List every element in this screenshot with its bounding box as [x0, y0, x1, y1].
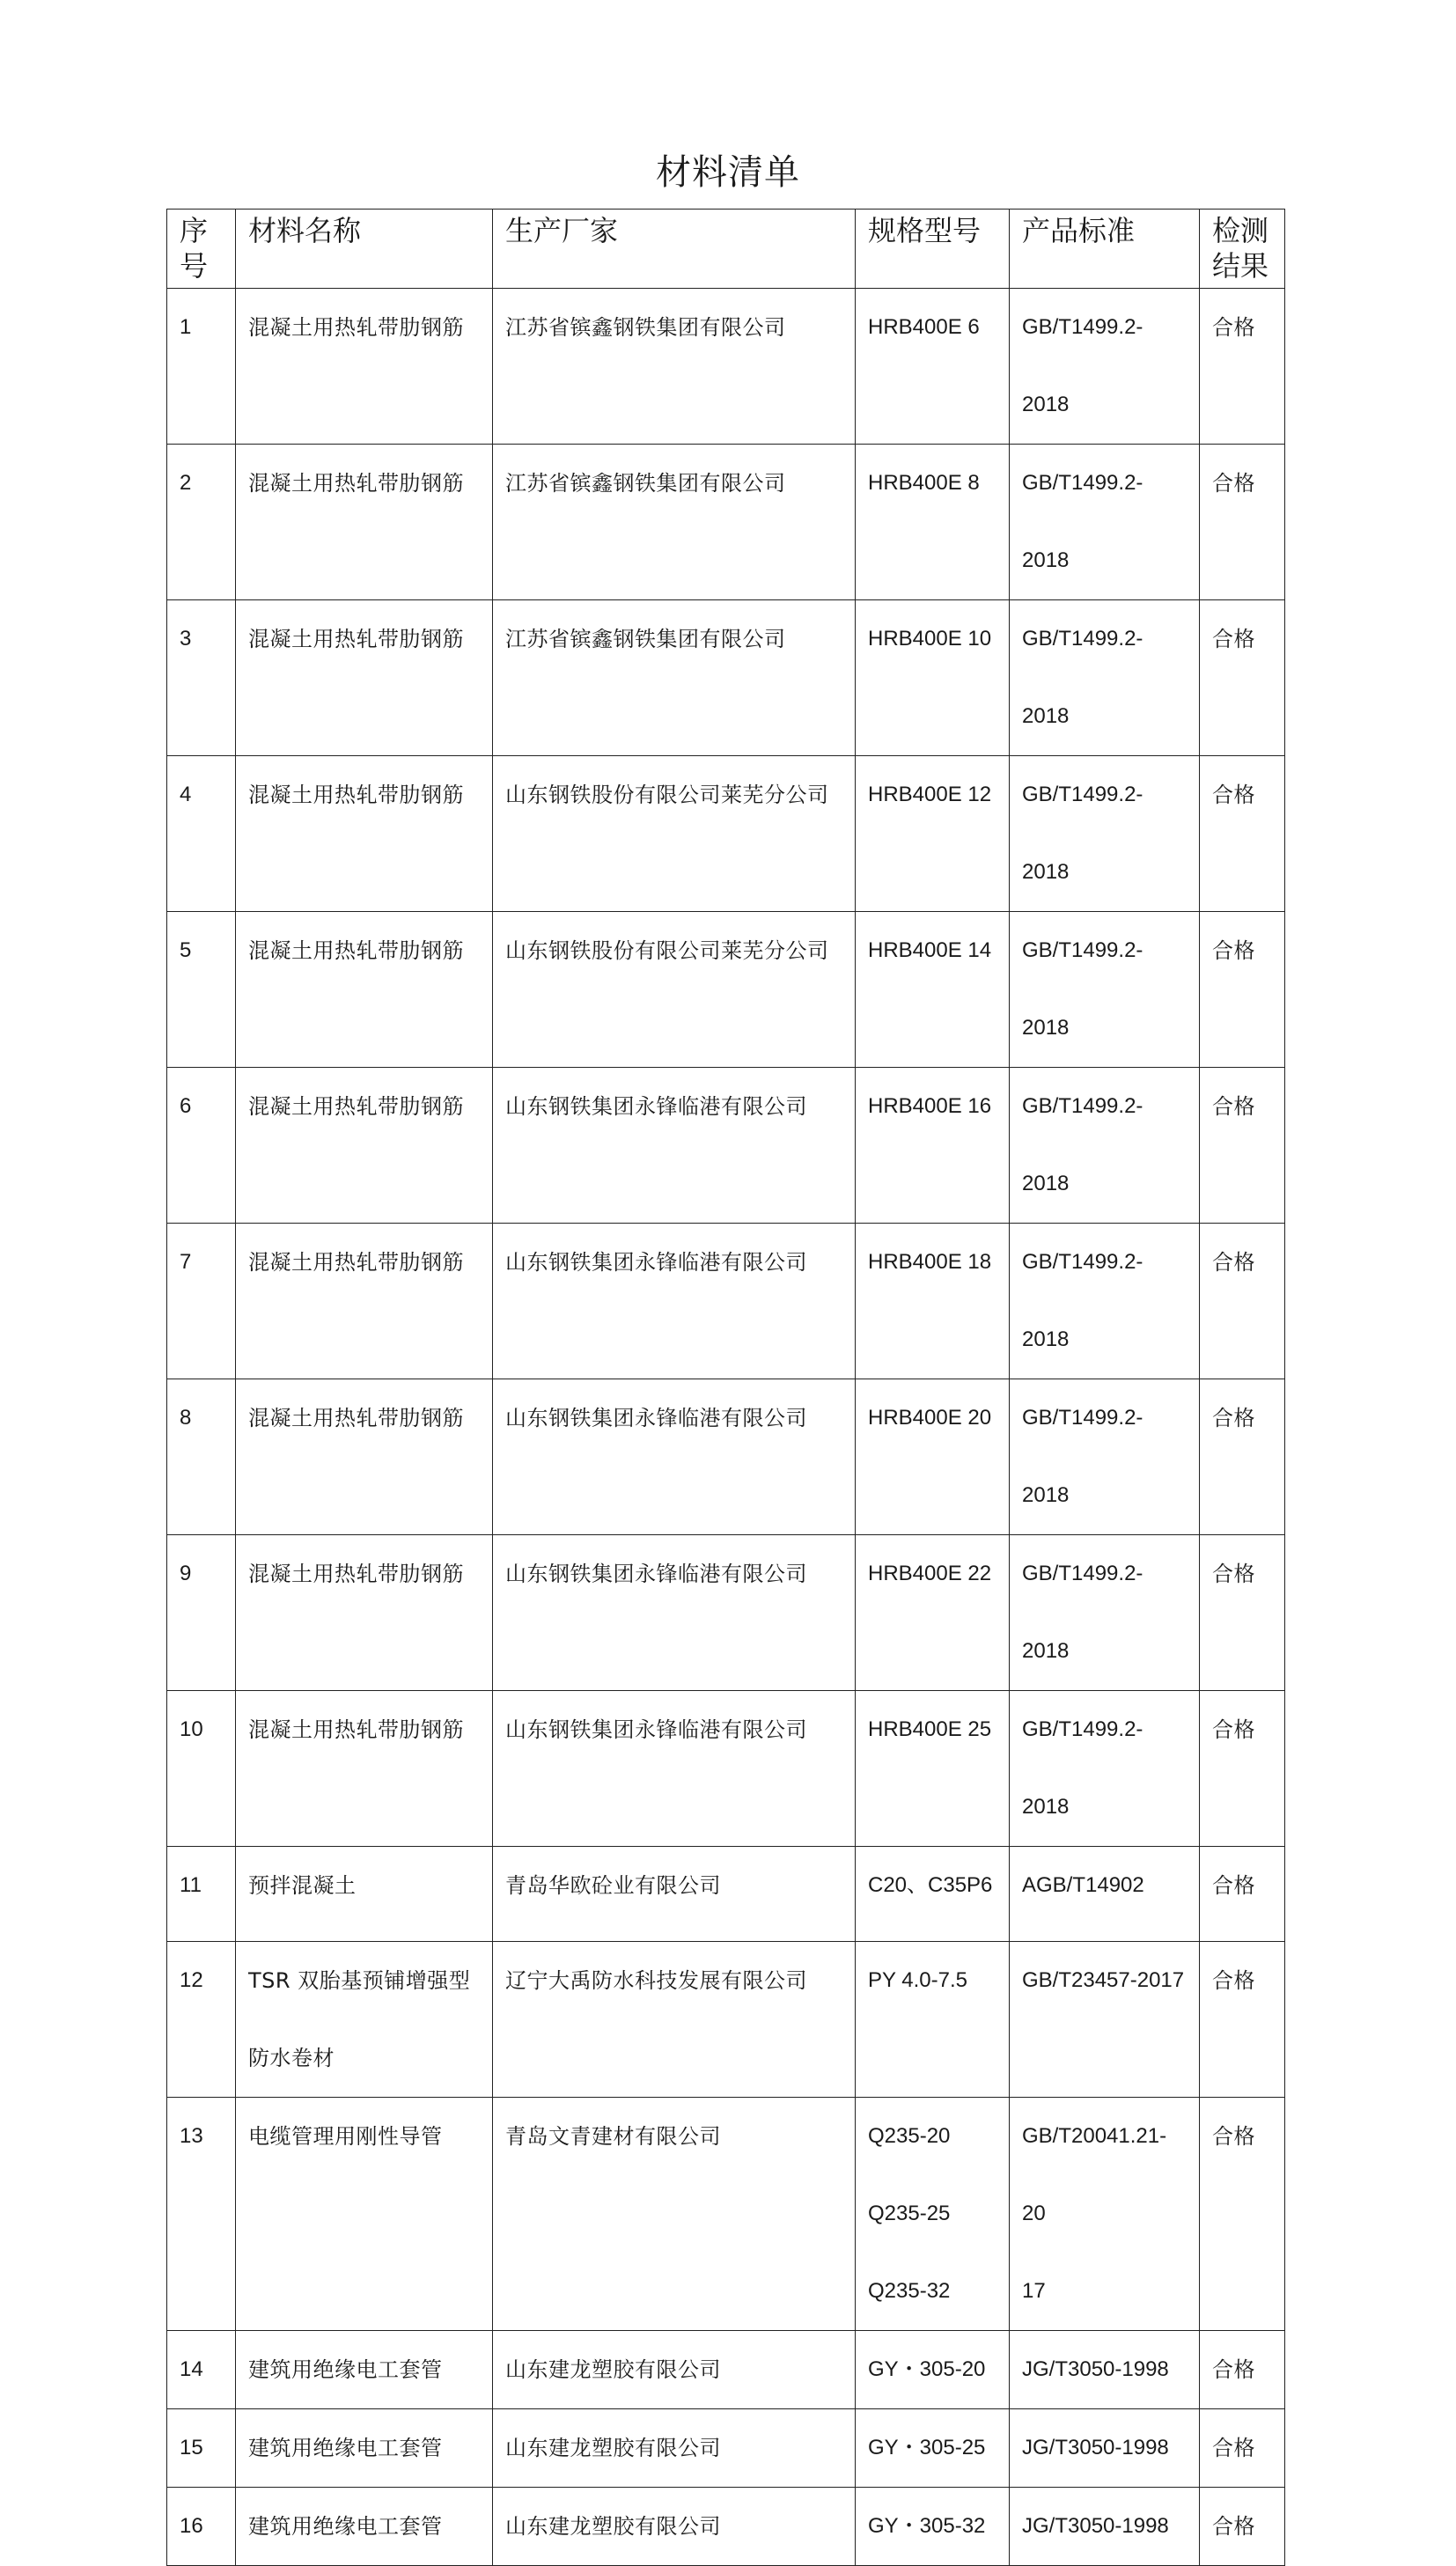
table-row: [167, 289, 1285, 445]
standard-line: JG/T3050-1998: [1022, 2357, 1169, 2381]
table-row: [167, 912, 1285, 1068]
manufacturer: 山东钢铁集团永锋临港有限公司: [493, 1379, 856, 1535]
manufacturer: 山东建龙塑胶有限公司: [493, 2331, 856, 2409]
material-name: 建筑用绝缘电工套管: [236, 2488, 493, 2566]
table-header-row: [167, 210, 1285, 289]
standard-line: 17: [1022, 2279, 1046, 2303]
manufacturer: 辽宁大禹防水科技发展有限公司: [493, 1942, 856, 2098]
standard: [1010, 2098, 1200, 2331]
spec-line: HRB400E 14: [868, 938, 992, 962]
manufacturer: 山东钢铁股份有限公司莱芜分公司: [493, 756, 856, 912]
standard-line: GB/T1499.2-2018: [1022, 1250, 1143, 1351]
test-result: 合格: [1200, 2098, 1285, 2331]
table-row: [167, 1379, 1285, 1535]
table-row: [167, 2331, 1285, 2409]
row-number: 6: [167, 1068, 236, 1224]
header-material-name: 材料名称: [236, 210, 493, 289]
standard: [1010, 1224, 1200, 1379]
manufacturer: 江苏省镔鑫钢铁集团有限公司: [493, 600, 856, 756]
standard: [1010, 912, 1200, 1068]
manufacturer: 山东钢铁集团永锋临港有限公司: [493, 1691, 856, 1847]
standard: [1010, 2409, 1200, 2488]
table-row: [167, 756, 1285, 912]
spec: [856, 1847, 1010, 1942]
header-manufacturer: 生产厂家: [493, 210, 856, 289]
standard: [1010, 445, 1200, 600]
table-row: [167, 1691, 1285, 1847]
standard-line: JG/T3050-1998: [1022, 2514, 1169, 2538]
standard: [1010, 2488, 1200, 2566]
spec-line: HRB400E 25: [868, 1717, 992, 1741]
spec-line: GY・305-32: [868, 2514, 986, 2538]
manufacturer: 江苏省镔鑫钢铁集团有限公司: [493, 445, 856, 600]
test-result: 合格: [1200, 2488, 1285, 2566]
standard: [1010, 756, 1200, 912]
standard-line: GB/T1499.2-2018: [1022, 471, 1143, 572]
spec-line: HRB400E 18: [868, 1250, 992, 1274]
standard-line: GB/T1499.2-2018: [1022, 1094, 1143, 1195]
test-result: 合格: [1200, 600, 1285, 756]
test-result: 合格: [1200, 445, 1285, 600]
material-name: 混凝土用热轧带肋钢筋: [236, 912, 493, 1068]
table-row: [167, 2098, 1285, 2331]
spec: [856, 756, 1010, 912]
spec: [856, 289, 1010, 445]
header-standard: 产品标准: [1010, 210, 1200, 289]
standard: [1010, 1535, 1200, 1691]
row-number: 12: [167, 1942, 236, 2098]
table-row: [167, 1942, 1285, 2098]
test-result: 合格: [1200, 1068, 1285, 1224]
table-row: [167, 1224, 1285, 1379]
header-seq: [167, 210, 236, 289]
manufacturer: 山东钢铁股份有限公司莱芜分公司: [493, 912, 856, 1068]
header-result-line-2: 结果: [1212, 249, 1269, 283]
manufacturer: 山东钢铁集团永锋临港有限公司: [493, 1535, 856, 1691]
manufacturer: 山东钢铁集团永锋临港有限公司: [493, 1068, 856, 1224]
spec-line: GY・305-20: [868, 2357, 986, 2381]
spec-line: HRB400E 8: [868, 471, 980, 495]
standard-line: GB/T23457-2017: [1022, 1968, 1185, 1992]
material-name: 混凝土用热轧带肋钢筋: [236, 445, 493, 600]
row-number: 4: [167, 756, 236, 912]
standard-line: GB/T1499.2-2018: [1022, 1562, 1143, 1663]
row-number: 13: [167, 2098, 236, 2331]
test-result: 合格: [1200, 1224, 1285, 1379]
row-number: 10: [167, 1691, 236, 1847]
standard-line: GB/T1499.2-2018: [1022, 627, 1143, 728]
material-name: 混凝土用热轧带肋钢筋: [236, 1535, 493, 1691]
standard-line: GB/T1499.2-2018: [1022, 1406, 1143, 1507]
spec: [856, 1942, 1010, 2098]
material-name: 预拌混凝土: [236, 1847, 493, 1942]
spec: [856, 2098, 1010, 2331]
spec: [856, 912, 1010, 1068]
table-body: [167, 289, 1285, 2566]
spec: [856, 445, 1010, 600]
manufacturer: 山东钢铁集团永锋临港有限公司: [493, 1224, 856, 1379]
row-number: 9: [167, 1535, 236, 1691]
row-number: 3: [167, 600, 236, 756]
test-result: 合格: [1200, 289, 1285, 445]
row-number: 8: [167, 1379, 236, 1535]
standard: [1010, 1068, 1200, 1224]
test-result: 合格: [1200, 1379, 1285, 1535]
manufacturer: 江苏省镔鑫钢铁集团有限公司: [493, 289, 856, 445]
spec-line: Q235-25: [868, 2202, 951, 2225]
table-row: [167, 1847, 1285, 1942]
standard: [1010, 1691, 1200, 1847]
table-row: [167, 1068, 1285, 1224]
table-row: [167, 1535, 1285, 1691]
table-row: [167, 2409, 1285, 2488]
test-result: 合格: [1200, 756, 1285, 912]
row-number: 2: [167, 445, 236, 600]
header-spec: 规格型号: [856, 210, 1010, 289]
table-row: [167, 600, 1285, 756]
standard-line: GB/T1499.2-2018: [1022, 783, 1143, 884]
material-name: 建筑用绝缘电工套管: [236, 2331, 493, 2409]
row-number: 15: [167, 2409, 236, 2488]
spec-line: HRB400E 22: [868, 1562, 992, 1585]
standard: [1010, 1847, 1200, 1942]
standard-line: GB/T20041.21-20: [1022, 2124, 1167, 2225]
material-name: 混凝土用热轧带肋钢筋: [236, 1068, 493, 1224]
spec-line: Q235-32: [868, 2279, 951, 2303]
test-result: 合格: [1200, 2331, 1285, 2409]
spec: [856, 1068, 1010, 1224]
standard: [1010, 1379, 1200, 1535]
row-number: 5: [167, 912, 236, 1068]
spec-line: HRB400E 10: [868, 627, 992, 651]
material-name: 混凝土用热轧带肋钢筋: [236, 1224, 493, 1379]
row-number: 1: [167, 289, 236, 445]
material-name: 电缆管理用刚性导管: [236, 2098, 493, 2331]
row-number: 14: [167, 2331, 236, 2409]
spec: [856, 1691, 1010, 1847]
standard-line: GB/T1499.2-2018: [1022, 938, 1143, 1040]
standard-line: JG/T3050-1998: [1022, 2436, 1169, 2459]
test-result: 合格: [1200, 1535, 1285, 1691]
header-seq-line-2: 号: [180, 249, 209, 283]
standard-line: GB/T1499.2-2018: [1022, 1717, 1143, 1819]
standard: [1010, 600, 1200, 756]
spec: [856, 1535, 1010, 1691]
spec: [856, 2331, 1010, 2409]
spec-line: HRB400E 20: [868, 1406, 992, 1430]
test-result: 合格: [1200, 912, 1285, 1068]
standard: [1010, 289, 1200, 445]
header-seq-line-1: 序: [180, 214, 209, 247]
material-name: 混凝土用热轧带肋钢筋: [236, 600, 493, 756]
test-result: 合格: [1200, 1847, 1285, 1942]
spec-line: GY・305-25: [868, 2436, 986, 2459]
page-title: 材料清单: [656, 152, 800, 193]
manufacturer: 青岛文青建材有限公司: [493, 2098, 856, 2331]
standard: [1010, 2331, 1200, 2409]
manufacturer: 青岛华欧砼业有限公司: [493, 1847, 856, 1942]
material-name: 混凝土用热轧带肋钢筋: [236, 756, 493, 912]
material-name: 建筑用绝缘电工套管: [236, 2409, 493, 2488]
material-name: 混凝土用热轧带肋钢筋: [236, 1379, 493, 1535]
spec: [856, 1224, 1010, 1379]
row-number: 16: [167, 2488, 236, 2566]
standard: [1010, 1942, 1200, 2098]
spec: [856, 2488, 1010, 2566]
spec-line: Q235-20: [868, 2124, 951, 2148]
header-result: [1200, 210, 1285, 289]
spec-line: HRB400E 6: [868, 315, 980, 339]
header-result-line-1: 检测: [1212, 214, 1269, 247]
spec-line: HRB400E 16: [868, 1094, 992, 1118]
row-number: 11: [167, 1847, 236, 1942]
standard-line: AGB/T14902: [1022, 1873, 1144, 1897]
table-row: [167, 2488, 1285, 2566]
spec: [856, 600, 1010, 756]
spec-line: PY 4.0-7.5: [868, 1968, 967, 1992]
materials-table: [166, 209, 1285, 2566]
table-row: [167, 445, 1285, 600]
test-result: 合格: [1200, 1942, 1285, 2098]
test-result: 合格: [1200, 1691, 1285, 1847]
spec-line: HRB400E 12: [868, 783, 992, 806]
test-result: 合格: [1200, 2409, 1285, 2488]
spec: [856, 2409, 1010, 2488]
material-name: 混凝土用热轧带肋钢筋: [236, 1691, 493, 1847]
material-name: 混凝土用热轧带肋钢筋: [236, 289, 493, 445]
standard-line: GB/T1499.2-2018: [1022, 315, 1143, 416]
material-name: TSR 双胎基预铺增强型 防水卷材: [236, 1942, 493, 2098]
spec: [856, 1379, 1010, 1535]
row-number: 7: [167, 1224, 236, 1379]
spec-line: C20、C35P6: [868, 1873, 993, 1897]
manufacturer: 山东建龙塑胶有限公司: [493, 2409, 856, 2488]
manufacturer: 山东建龙塑胶有限公司: [493, 2488, 856, 2566]
